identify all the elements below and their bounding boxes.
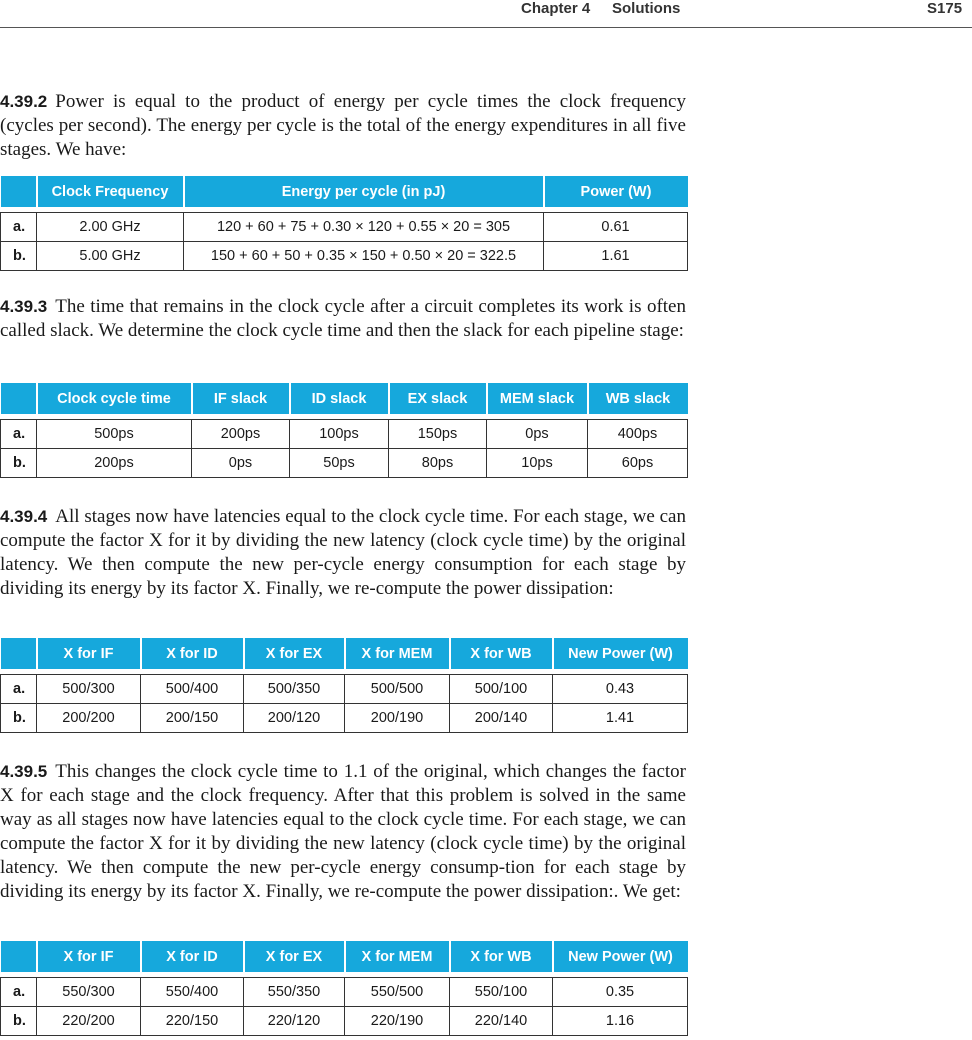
table-cell: 200ps (192, 420, 290, 449)
header-cell: Power (W) (544, 176, 688, 207)
table-cell: 1.16 (553, 1007, 688, 1036)
header-cell (1, 383, 37, 414)
power-table (0, 176, 688, 271)
paragraph-4-39-3 (0, 295, 686, 343)
table-cell: 150 + 60 + 50 + 0.35 × 150 + 0.50 × 20 = 322.5 (184, 242, 544, 271)
row-label: a. (1, 213, 37, 242)
section-number: 4.39.3 (0, 297, 48, 316)
table-cell: 120 + 60 + 75 + 0.30 × 120 + 0.55 × 20 = 305 (184, 213, 544, 242)
table-header-row (1, 176, 688, 207)
table-header-row (1, 638, 688, 669)
header-cell: X for EX (244, 941, 345, 972)
table-cell: 10ps (487, 449, 588, 478)
section-number: 4.39.4 (0, 507, 48, 526)
section-number: 4.39.5 (0, 762, 48, 781)
table-row (1, 1007, 688, 1036)
header-cell: X for ID (141, 638, 244, 669)
header-cell: New Power (W) (553, 941, 688, 972)
section-label: Solutions (612, 0, 681, 17)
table-cell: 50ps (290, 449, 389, 478)
table-cell: 220/150 (141, 1007, 244, 1036)
table-cell: 0ps (487, 420, 588, 449)
table-cell: 1.61 (544, 242, 688, 271)
row-label: a. (1, 420, 37, 449)
table-cell: 200/190 (345, 704, 450, 733)
table-cell: 500/400 (141, 675, 244, 704)
table-cell: 0.35 (553, 978, 688, 1007)
table-cell: 150ps (389, 420, 487, 449)
header-cell: X for IF (37, 941, 141, 972)
paragraph-text: This changes the clock cycle time to 1.1 of the original, which changes the factor X for each stage and the clock frequency. After that this problem is solved in the same way as all stages now have latencies equal to the clock cycle time. For each stage, we can compute the factor X for it by dividing the new latency (clock cycle time) by the original latency. We then compute the new per-cycle energy consump-tion for each stage by dividing its energy by its factor X. Finally, we re-compute the power dissipation:. We get: (0, 761, 686, 902)
page-number: S175 (927, 0, 963, 17)
table-cell: 500/350 (244, 675, 345, 704)
table-cell: 0ps (192, 449, 290, 478)
row-label: b. (1, 449, 37, 478)
table-row (1, 449, 688, 478)
table-cell: 500ps (37, 420, 192, 449)
scaled-power-table (0, 941, 688, 1036)
header-cell: Clock Frequency (37, 176, 184, 207)
header-cell (1, 941, 37, 972)
table-cell: 0.61 (544, 213, 688, 242)
table-cell: 200/150 (141, 704, 244, 733)
header-cell: X for WB (450, 638, 553, 669)
table-cell: 550/500 (345, 978, 450, 1007)
header-cell: ID slack (290, 383, 389, 414)
table-cell: 550/300 (37, 978, 141, 1007)
table-cell: 550/100 (450, 978, 553, 1007)
header-cell: X for WB (450, 941, 553, 972)
row-label: b. (1, 704, 37, 733)
header-cell: Energy per cycle (in pJ) (184, 176, 544, 207)
header-cell: IF slack (192, 383, 290, 414)
table-cell: 220/140 (450, 1007, 553, 1036)
table-cell: 200/120 (244, 704, 345, 733)
table-cell: 500/500 (345, 675, 450, 704)
header-cell: New Power (W) (553, 638, 688, 669)
header-cell: X for MEM (345, 941, 450, 972)
table-cell: 2.00 GHz (37, 213, 184, 242)
table-cell: 500/100 (450, 675, 553, 704)
header-cell: EX slack (389, 383, 487, 414)
table-cell: 500/300 (37, 675, 141, 704)
header-cell: X for MEM (345, 638, 450, 669)
row-label: b. (1, 1007, 37, 1036)
new-power-table (0, 638, 688, 733)
table-row (1, 420, 688, 449)
table-cell: 0.43 (553, 675, 688, 704)
slack-table (0, 383, 688, 478)
row-label: a. (1, 675, 37, 704)
paragraph-4-39-4 (0, 505, 686, 601)
table-cell: 220/120 (244, 1007, 345, 1036)
table-row (1, 213, 688, 242)
table-row (1, 675, 688, 704)
table-cell: 1.41 (553, 704, 688, 733)
header-cell: X for EX (244, 638, 345, 669)
header-cell: X for ID (141, 941, 244, 972)
table-cell: 60ps (588, 449, 688, 478)
header-cell (1, 176, 37, 207)
row-label: a. (1, 978, 37, 1007)
header-cell: Clock cycle time (37, 383, 192, 414)
section-number: 4.39.2 (0, 92, 48, 111)
table-cell: 200/140 (450, 704, 553, 733)
table-cell: 200/200 (37, 704, 141, 733)
header-cell: X for IF (37, 638, 141, 669)
table-cell: 5.00 GHz (37, 242, 184, 271)
chapter-label: Chapter 4 (521, 0, 591, 17)
paragraph-4-39-5 (0, 760, 686, 904)
table-cell: 550/400 (141, 978, 244, 1007)
table-header-row (1, 941, 688, 972)
table-row (1, 242, 688, 271)
table-cell: 80ps (389, 449, 487, 478)
table-header-row (1, 383, 688, 414)
table-cell: 220/190 (345, 1007, 450, 1036)
row-label: b. (1, 242, 37, 271)
table-cell: 400ps (588, 420, 688, 449)
paragraph-4-39-2 (0, 90, 686, 162)
table-cell: 550/350 (244, 978, 345, 1007)
paragraph-text: Power is equal to the product of energy per cycle times the clock frequency (cycles per second). The energy per cycle is the total of the energy expenditures in all five stages. We have: (0, 91, 686, 160)
table-row (1, 978, 688, 1007)
table-cell: 200ps (37, 449, 192, 478)
header-cell: MEM slack (487, 383, 588, 414)
header-cell: WB slack (588, 383, 688, 414)
table-cell: 100ps (290, 420, 389, 449)
table-row (1, 704, 688, 733)
page-header (0, 0, 972, 28)
header-cell (1, 638, 37, 669)
paragraph-text: All stages now have latencies equal to the clock cycle time. For each stage, we can compute the factor X for it by dividing the new latency (clock cycle time) by the original latency. We then compute the new per-cycle energy consumption for each stage by dividing its energy by its factor X. Finally, we re-compute the power dissipation: (0, 506, 686, 599)
table-cell: 220/200 (37, 1007, 141, 1036)
paragraph-text: The time that remains in the clock cycle after a circuit completes its work is often called slack. We determine the clock cycle time and then the slack for each pipeline stage: (0, 296, 686, 341)
